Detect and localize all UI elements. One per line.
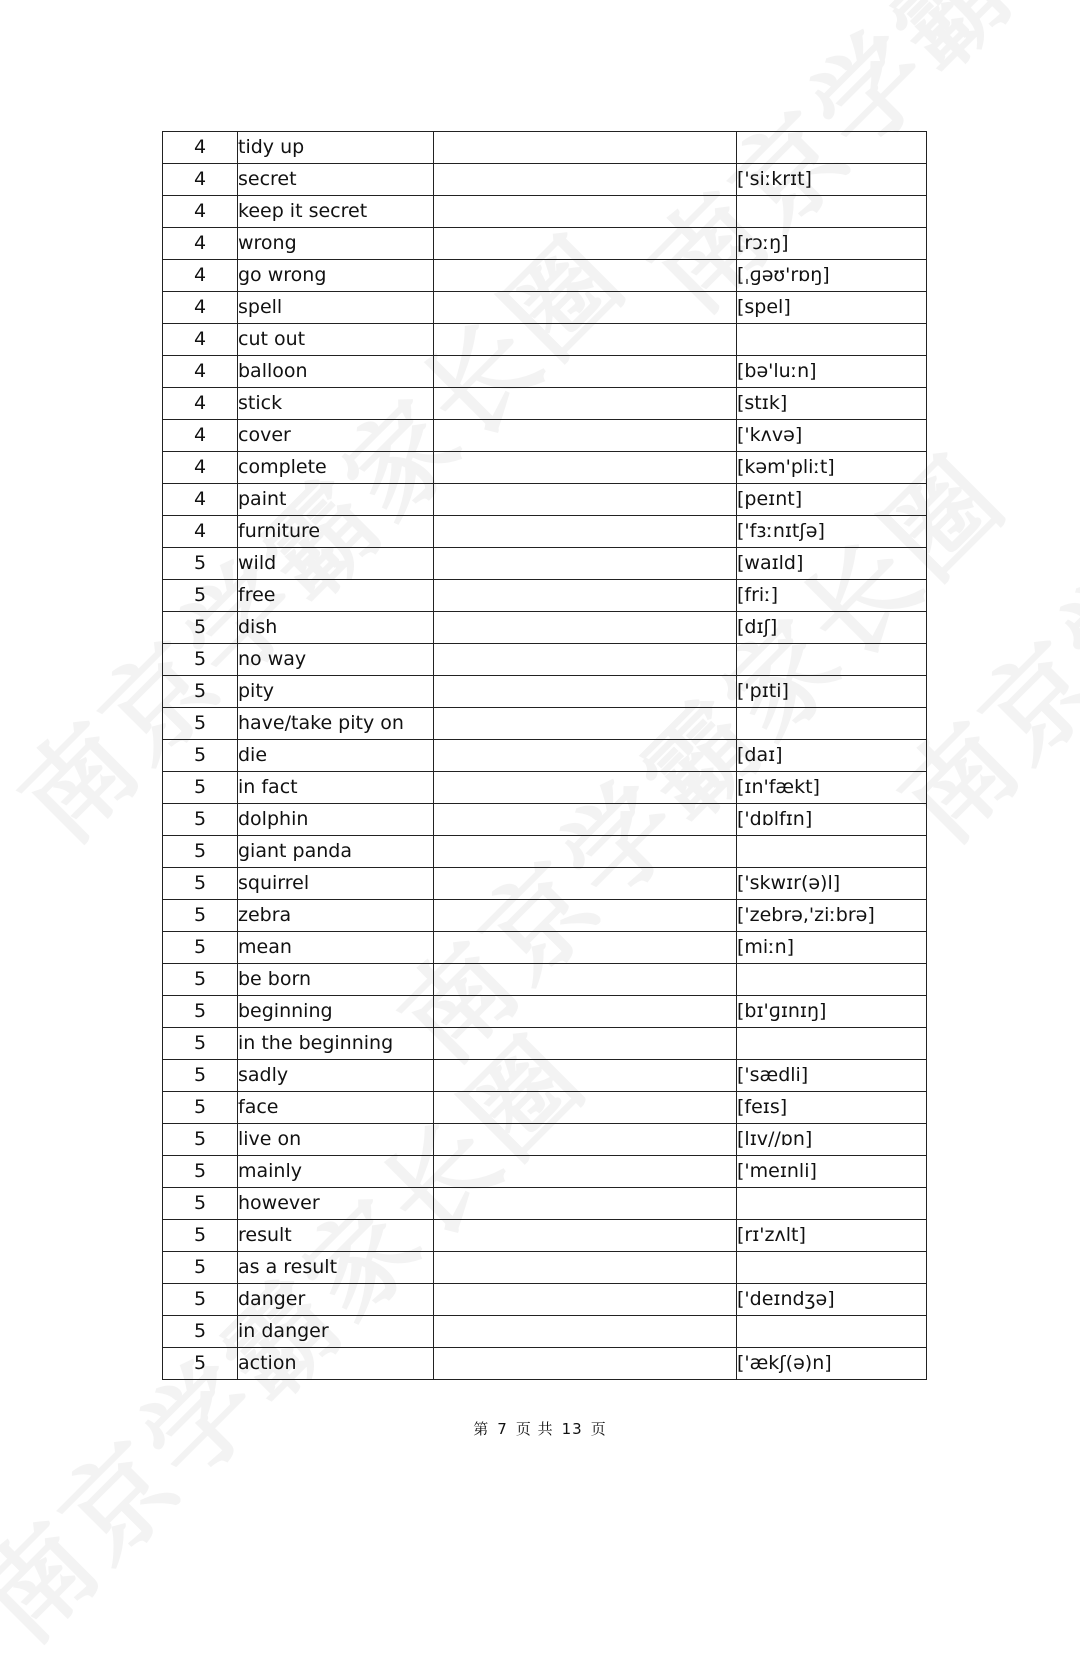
meaning-cell bbox=[434, 996, 737, 1028]
table-row bbox=[163, 772, 927, 804]
table-row bbox=[163, 164, 927, 196]
table-row bbox=[163, 388, 927, 420]
unit-cell: 5 bbox=[163, 772, 238, 804]
table-row bbox=[163, 228, 927, 260]
word-cell: live on bbox=[238, 1124, 434, 1156]
phonetic-cell: ['siːkrɪt] bbox=[737, 164, 927, 196]
phonetic-cell: [kəm'pliːt] bbox=[737, 452, 927, 484]
word-cell: in fact bbox=[238, 772, 434, 804]
phonetic-cell bbox=[737, 1028, 927, 1060]
word-cell: keep it secret bbox=[238, 196, 434, 228]
phonetic-cell: [bɪ'ɡɪnɪŋ] bbox=[737, 996, 927, 1028]
phonetic-cell: ['ækʃ(ə)n] bbox=[737, 1348, 927, 1380]
unit-cell: 5 bbox=[163, 1124, 238, 1156]
page-number: 7 bbox=[497, 1420, 508, 1438]
unit-cell: 5 bbox=[163, 1348, 238, 1380]
table-row bbox=[163, 1252, 927, 1284]
phonetic-cell bbox=[737, 964, 927, 996]
meaning-cell bbox=[434, 388, 737, 420]
unit-cell: 4 bbox=[163, 388, 238, 420]
word-cell: spell bbox=[238, 292, 434, 324]
word-cell: mainly bbox=[238, 1156, 434, 1188]
unit-cell: 5 bbox=[163, 1060, 238, 1092]
meaning-cell bbox=[434, 708, 737, 740]
table-row bbox=[163, 964, 927, 996]
word-cell: go wrong bbox=[238, 260, 434, 292]
unit-cell: 5 bbox=[163, 580, 238, 612]
phonetic-cell: ['sædli] bbox=[737, 1060, 927, 1092]
meaning-cell bbox=[434, 740, 737, 772]
unit-cell: 5 bbox=[163, 612, 238, 644]
unit-cell: 4 bbox=[163, 452, 238, 484]
page-total: 13 bbox=[561, 1420, 583, 1438]
unit-cell: 5 bbox=[163, 1284, 238, 1316]
word-cell: danger bbox=[238, 1284, 434, 1316]
unit-cell: 5 bbox=[163, 676, 238, 708]
unit-cell: 5 bbox=[163, 1220, 238, 1252]
word-cell: cover bbox=[238, 420, 434, 452]
unit-cell: 4 bbox=[163, 292, 238, 324]
word-cell: beginning bbox=[238, 996, 434, 1028]
unit-cell: 4 bbox=[163, 196, 238, 228]
table-row bbox=[163, 676, 927, 708]
phonetic-cell: [miːn] bbox=[737, 932, 927, 964]
table-row bbox=[163, 1284, 927, 1316]
unit-cell: 5 bbox=[163, 548, 238, 580]
meaning-cell bbox=[434, 516, 737, 548]
phonetic-cell: ['skwɪr(ə)l] bbox=[737, 868, 927, 900]
word-cell: as a result bbox=[238, 1252, 434, 1284]
meaning-cell bbox=[434, 932, 737, 964]
unit-cell: 4 bbox=[163, 420, 238, 452]
unit-cell: 4 bbox=[163, 260, 238, 292]
meaning-cell bbox=[434, 356, 737, 388]
meaning-cell bbox=[434, 484, 737, 516]
unit-cell: 5 bbox=[163, 804, 238, 836]
word-cell: dish bbox=[238, 612, 434, 644]
word-cell: sadly bbox=[238, 1060, 434, 1092]
meaning-cell bbox=[434, 228, 737, 260]
phonetic-cell: [spel] bbox=[737, 292, 927, 324]
table-row bbox=[163, 644, 927, 676]
word-cell: in danger bbox=[238, 1316, 434, 1348]
meaning-cell bbox=[434, 1284, 737, 1316]
phonetic-cell: [rɪ'zʌlt] bbox=[737, 1220, 927, 1252]
word-cell: have/take pity on bbox=[238, 708, 434, 740]
unit-cell: 4 bbox=[163, 228, 238, 260]
phonetic-cell: [stɪk] bbox=[737, 388, 927, 420]
footer-prefix: 第 bbox=[473, 1420, 490, 1438]
table-row bbox=[163, 1348, 927, 1380]
table-row bbox=[163, 1124, 927, 1156]
meaning-cell bbox=[434, 1220, 737, 1252]
meaning-cell bbox=[434, 612, 737, 644]
meaning-cell bbox=[434, 676, 737, 708]
meaning-cell bbox=[434, 1252, 737, 1284]
meaning-cell bbox=[434, 1156, 737, 1188]
vocabulary-table bbox=[162, 131, 927, 1380]
word-cell: pity bbox=[238, 676, 434, 708]
table-row bbox=[163, 452, 927, 484]
table-row bbox=[163, 1220, 927, 1252]
meaning-cell bbox=[434, 1060, 737, 1092]
table-row bbox=[163, 1316, 927, 1348]
word-cell: furniture bbox=[238, 516, 434, 548]
footer-suffix: 页 bbox=[590, 1420, 607, 1438]
table-row bbox=[163, 1156, 927, 1188]
table-row bbox=[163, 900, 927, 932]
word-cell: giant panda bbox=[238, 836, 434, 868]
meaning-cell bbox=[434, 1188, 737, 1220]
word-cell: free bbox=[238, 580, 434, 612]
phonetic-cell bbox=[737, 196, 927, 228]
unit-cell: 5 bbox=[163, 836, 238, 868]
phonetic-cell bbox=[737, 1252, 927, 1284]
unit-cell: 5 bbox=[163, 1316, 238, 1348]
table-row bbox=[163, 580, 927, 612]
table-row bbox=[163, 740, 927, 772]
table-row bbox=[163, 708, 927, 740]
meaning-cell bbox=[434, 900, 737, 932]
meaning-cell bbox=[434, 644, 737, 676]
meaning-cell bbox=[434, 452, 737, 484]
phonetic-cell bbox=[737, 324, 927, 356]
phonetic-cell: [rɔːŋ] bbox=[737, 228, 927, 260]
phonetic-cell bbox=[737, 708, 927, 740]
word-cell: wild bbox=[238, 548, 434, 580]
meaning-cell bbox=[434, 196, 737, 228]
unit-cell: 5 bbox=[163, 1252, 238, 1284]
phonetic-cell: ['dɒlfɪn] bbox=[737, 804, 927, 836]
unit-cell: 4 bbox=[163, 484, 238, 516]
table-row bbox=[163, 804, 927, 836]
meaning-cell bbox=[434, 1348, 737, 1380]
word-cell: paint bbox=[238, 484, 434, 516]
table-row bbox=[163, 836, 927, 868]
table-row bbox=[163, 420, 927, 452]
table-row bbox=[163, 484, 927, 516]
word-cell: cut out bbox=[238, 324, 434, 356]
meaning-cell bbox=[434, 1316, 737, 1348]
meaning-cell bbox=[434, 836, 737, 868]
word-cell: face bbox=[238, 1092, 434, 1124]
unit-cell: 5 bbox=[163, 996, 238, 1028]
meaning-cell bbox=[434, 1124, 737, 1156]
table-row bbox=[163, 1092, 927, 1124]
unit-cell: 5 bbox=[163, 900, 238, 932]
table-row bbox=[163, 1060, 927, 1092]
phonetic-cell: [bə'luːn] bbox=[737, 356, 927, 388]
unit-cell: 5 bbox=[163, 868, 238, 900]
vocabulary-table-body bbox=[163, 132, 927, 1380]
unit-cell: 5 bbox=[163, 964, 238, 996]
table-row bbox=[163, 324, 927, 356]
word-cell: mean bbox=[238, 932, 434, 964]
word-cell: tidy up bbox=[238, 132, 434, 164]
unit-cell: 5 bbox=[163, 644, 238, 676]
phonetic-cell: [ɪn'fækt] bbox=[737, 772, 927, 804]
unit-cell: 4 bbox=[163, 516, 238, 548]
phonetic-cell bbox=[737, 644, 927, 676]
unit-cell: 5 bbox=[163, 1156, 238, 1188]
word-cell: squirrel bbox=[238, 868, 434, 900]
table-row bbox=[163, 1188, 927, 1220]
word-cell: no way bbox=[238, 644, 434, 676]
table-row bbox=[163, 292, 927, 324]
unit-cell: 5 bbox=[163, 1188, 238, 1220]
unit-cell: 4 bbox=[163, 164, 238, 196]
meaning-cell bbox=[434, 1028, 737, 1060]
unit-cell: 5 bbox=[163, 1092, 238, 1124]
phonetic-cell: [peɪnt] bbox=[737, 484, 927, 516]
meaning-cell bbox=[434, 292, 737, 324]
word-cell: result bbox=[238, 1220, 434, 1252]
word-cell: die bbox=[238, 740, 434, 772]
word-cell: balloon bbox=[238, 356, 434, 388]
phonetic-cell: ['kʌvə] bbox=[737, 420, 927, 452]
phonetic-cell bbox=[737, 1316, 927, 1348]
phonetic-cell: [dɪʃ] bbox=[737, 612, 927, 644]
table-row bbox=[163, 132, 927, 164]
phonetic-cell: [daɪ] bbox=[737, 740, 927, 772]
word-cell: wrong bbox=[238, 228, 434, 260]
phonetic-cell: ['zebrə,'ziːbrə] bbox=[737, 900, 927, 932]
phonetic-cell bbox=[737, 132, 927, 164]
word-cell: however bbox=[238, 1188, 434, 1220]
phonetic-cell: ['fɜːnɪtʃə] bbox=[737, 516, 927, 548]
unit-cell: 5 bbox=[163, 708, 238, 740]
meaning-cell bbox=[434, 964, 737, 996]
table-row bbox=[163, 996, 927, 1028]
phonetic-cell: [feɪs] bbox=[737, 1092, 927, 1124]
phonetic-cell: [ˌɡəʊ'rɒŋ] bbox=[737, 260, 927, 292]
unit-cell: 5 bbox=[163, 740, 238, 772]
table-row bbox=[163, 612, 927, 644]
phonetic-cell: [lɪv//ɒn] bbox=[737, 1124, 927, 1156]
word-cell: secret bbox=[238, 164, 434, 196]
table-row bbox=[163, 1028, 927, 1060]
unit-cell: 4 bbox=[163, 324, 238, 356]
meaning-cell bbox=[434, 324, 737, 356]
word-cell: complete bbox=[238, 452, 434, 484]
phonetic-cell bbox=[737, 1188, 927, 1220]
meaning-cell bbox=[434, 868, 737, 900]
word-cell: stick bbox=[238, 388, 434, 420]
table-row bbox=[163, 260, 927, 292]
phonetic-cell: [waɪld] bbox=[737, 548, 927, 580]
unit-cell: 5 bbox=[163, 932, 238, 964]
table-row bbox=[163, 356, 927, 388]
page-footer bbox=[0, 1418, 1080, 1439]
meaning-cell bbox=[434, 260, 737, 292]
table-row bbox=[163, 196, 927, 228]
meaning-cell bbox=[434, 132, 737, 164]
meaning-cell bbox=[434, 1092, 737, 1124]
meaning-cell bbox=[434, 164, 737, 196]
word-cell: zebra bbox=[238, 900, 434, 932]
meaning-cell bbox=[434, 548, 737, 580]
word-cell: in the beginning bbox=[238, 1028, 434, 1060]
meaning-cell bbox=[434, 580, 737, 612]
phonetic-cell: [friː] bbox=[737, 580, 927, 612]
unit-cell: 5 bbox=[163, 1028, 238, 1060]
meaning-cell bbox=[434, 772, 737, 804]
phonetic-cell: ['meɪnli] bbox=[737, 1156, 927, 1188]
table-row bbox=[163, 516, 927, 548]
word-cell: be born bbox=[238, 964, 434, 996]
meaning-cell bbox=[434, 804, 737, 836]
word-cell: action bbox=[238, 1348, 434, 1380]
table-row bbox=[163, 932, 927, 964]
unit-cell: 4 bbox=[163, 132, 238, 164]
table-row bbox=[163, 868, 927, 900]
meaning-cell bbox=[434, 420, 737, 452]
phonetic-cell: ['deɪndʒə] bbox=[737, 1284, 927, 1316]
phonetic-cell bbox=[737, 836, 927, 868]
table-row bbox=[163, 548, 927, 580]
word-cell: dolphin bbox=[238, 804, 434, 836]
footer-middle: 页 共 bbox=[515, 1420, 554, 1438]
phonetic-cell: ['pɪti] bbox=[737, 676, 927, 708]
unit-cell: 4 bbox=[163, 356, 238, 388]
